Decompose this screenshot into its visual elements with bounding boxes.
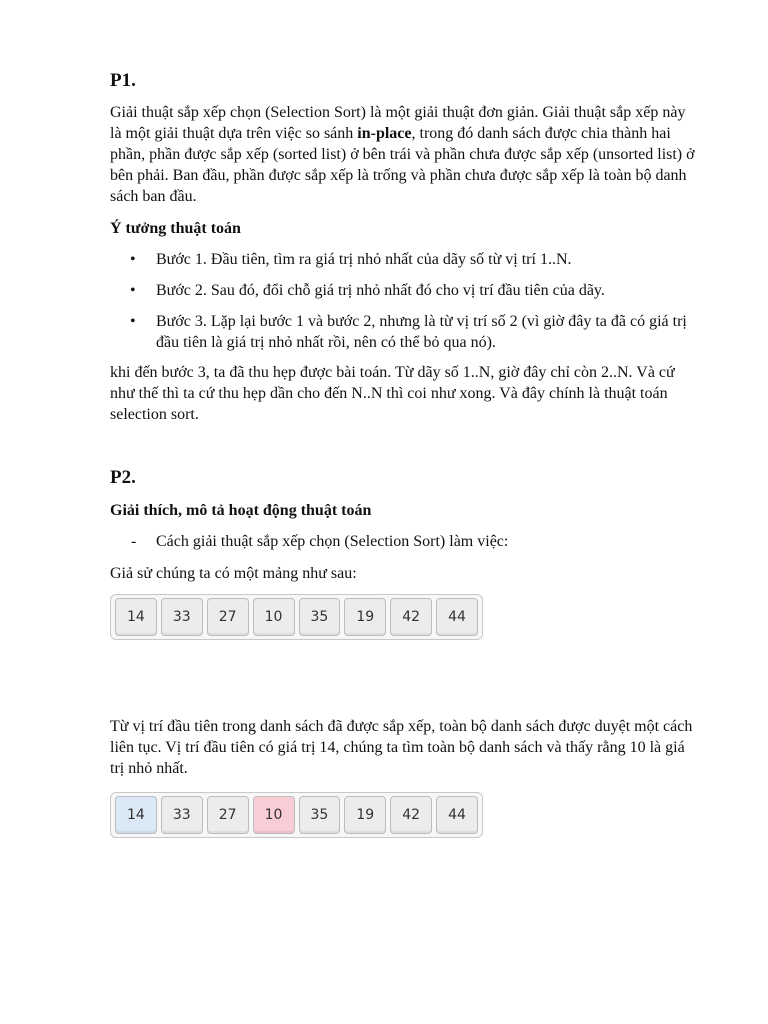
dash-item-text: Cách giải thuật sắp xếp chọn (Selection Sort) làm việc: [156,533,509,550]
explain-heading: Giải thích, mô tả hoạt động thuật toán [110,502,372,519]
array-cell: 10 [253,598,295,636]
intro-bold-term: in-place [357,125,412,142]
list-item [110,531,700,552]
array-scan [110,792,483,838]
array-cell-minimum: 10 [253,796,295,834]
intro-paragraph [110,102,695,207]
step-text: Bước 2. Sau đó, đổi chỗ giá trị nhỏ nhất đó cho vị trí đầu tiên của dãy. [156,282,605,299]
steps-list [110,249,700,353]
bullet-icon: • [130,313,136,330]
assume-paragraph: Giả sử chúng ta có một mảng như sau: [110,565,357,582]
array-cell: 35 [299,598,341,636]
list-item [110,249,700,270]
array-cell: 19 [344,598,386,636]
intro-text-b: , trong đó danh sách được chia thành hai phần, phần được sắp xếp (sorted list) ở bên trái và phần chưa được sắp xếp (unsorted list) ở bên phải. Ban đầu, phần được sắp xếp là trống và phần chưa được sắp xếp là toàn bộ danh sách ban đầu. [110,125,695,205]
array-cell: 44 [436,598,478,636]
idea-heading: Ý tưởng thuật toán [110,220,241,237]
array-initial [110,594,483,640]
conclusion-paragraph: khi đến bước 3, ta đã thu hẹp được bài toán. Từ dãy số 1..N, giờ đây chỉ còn 2..N. Và cứ như thế thì ta cứ thu hẹp dần cho đến N..N thì coi như xong. Và đây chính là thuật toán selection sort. [110,364,675,423]
array-cell: 14 [115,598,157,636]
array-cell: 35 [299,796,341,834]
array-cell: 33 [161,796,203,834]
array-cell: 42 [390,598,432,636]
bullet-icon: • [130,251,136,268]
array-cell: 44 [436,796,478,834]
array-cell-current: 14 [115,796,157,834]
step-text: Bước 1. Đầu tiên, tìm ra giá trị nhỏ nhất của dãy số từ vị trí 1..N. [156,251,572,268]
dash-list [110,531,700,552]
array-cell: 27 [207,598,249,636]
step-text: Bước 3. Lặp lại bước 1 và bước 2, nhưng là từ vị trí số 2 (vì giờ đây ta đã có giá trị đầu tiên là giá trị nhỏ nhất rồi, nên có thể bỏ qua nó). [156,313,687,351]
bullet-icon: • [130,282,136,299]
array-cell: 33 [161,598,203,636]
array-cell: 27 [207,796,249,834]
intro-text-a: Giải thuật sắp xếp chọn (Selection Sort) là một giải thuật đơn giản. Giải thuật sắp xếp này là một giải thuật dựa trên việc so sánh [110,104,686,142]
list-item [110,280,700,301]
dash-marker: - [131,533,137,550]
section-heading-p1: P1. [110,70,136,91]
list-item [110,311,700,353]
section-heading-p2: P2. [110,467,136,488]
scan-paragraph: Từ vị trí đầu tiên trong danh sách đã được sắp xếp, toàn bộ danh sách được duyệt một cách liên tục. Vị trí đầu tiên có giá trị 14, chúng ta tìm toàn bộ danh sách và thấy rằng 10 là giá trị nhỏ nhất. [110,718,693,777]
array-cell: 42 [390,796,432,834]
array-cell: 19 [344,796,386,834]
